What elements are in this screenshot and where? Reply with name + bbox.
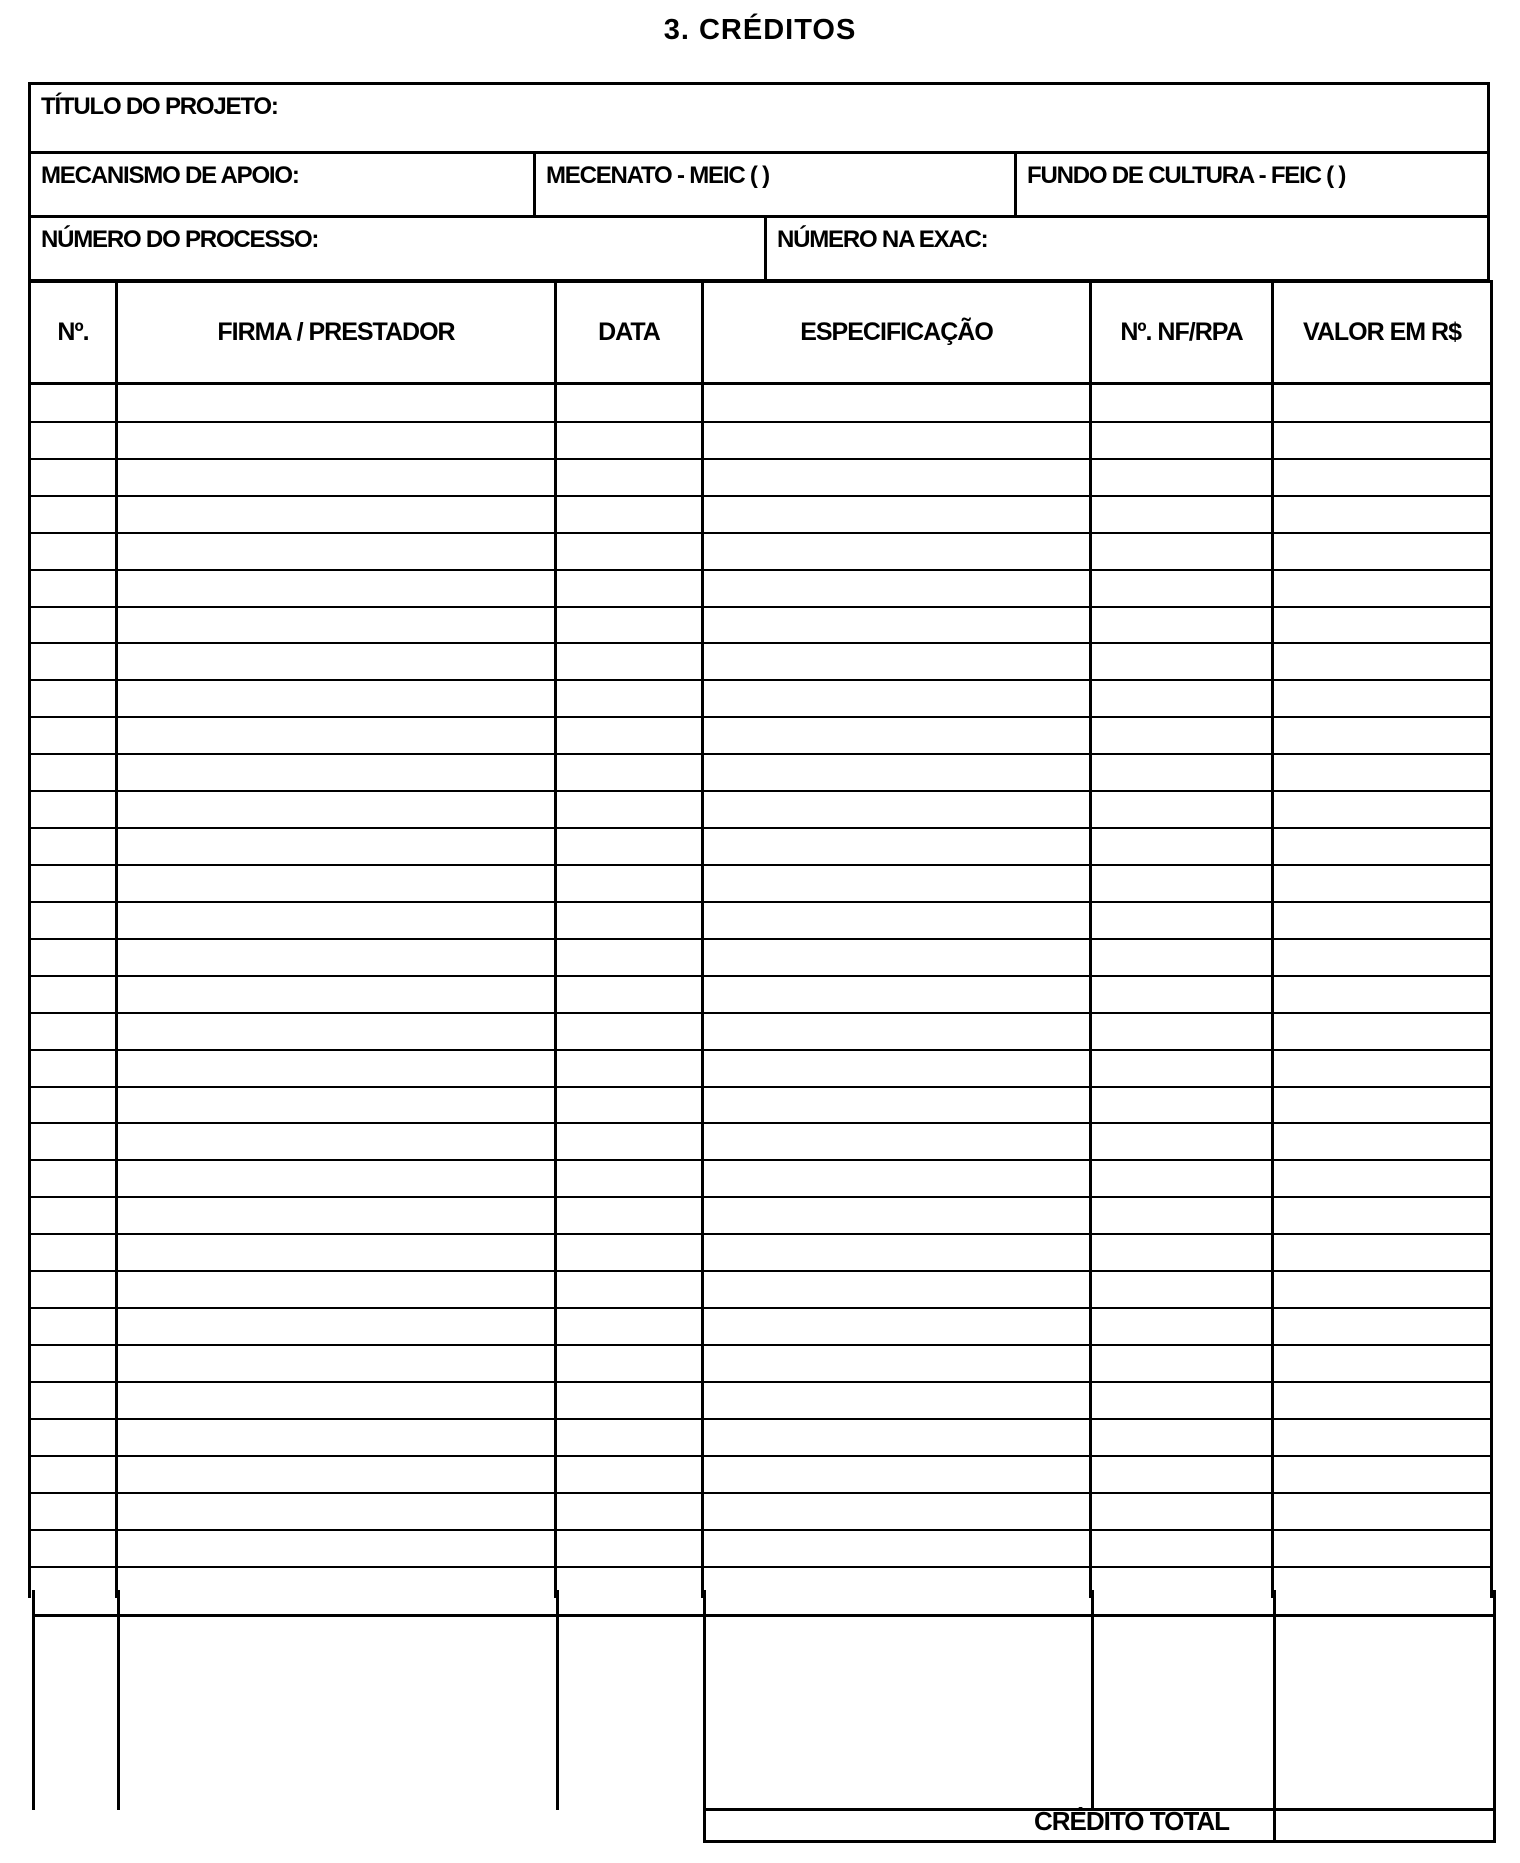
- col-header-value: VALOR EM R$: [1303, 318, 1461, 346]
- table-row[interactable]: [28, 1344, 1493, 1346]
- exac-number-label: NÚMERO NA EXAC:: [777, 226, 988, 253]
- table-body-upper: [28, 384, 1493, 1584]
- col-header-firm: FIRMA / PRESTADOR: [217, 318, 455, 346]
- col-header-date: DATA: [598, 318, 660, 346]
- project-title-field[interactable]: [28, 82, 1490, 154]
- table-row[interactable]: [28, 532, 1493, 534]
- table-row[interactable]: [28, 642, 1493, 644]
- table-row[interactable]: [28, 1492, 1493, 1494]
- total-credit-label: CRÉDITO TOTAL: [1034, 1806, 1229, 1836]
- table-row[interactable]: [28, 1381, 1493, 1383]
- table-row[interactable]: [28, 716, 1493, 718]
- table-row[interactable]: [28, 569, 1493, 571]
- support-mechanism-label: MECANISMO DE APOIO:: [41, 162, 299, 189]
- project-title-label: TÍTULO DO PROJETO:: [41, 93, 278, 120]
- total-row-bottom: [703, 1840, 1496, 1843]
- table-row[interactable]: [28, 679, 1493, 681]
- table-row[interactable]: [28, 458, 1493, 460]
- support-mechanism-field[interactable]: [28, 151, 536, 218]
- table-row[interactable]: [28, 753, 1493, 755]
- table-row[interactable]: [28, 1196, 1493, 1198]
- table-row[interactable]: [28, 790, 1493, 792]
- table-row[interactable]: [28, 864, 1493, 866]
- table-body-lower: [32, 1614, 1496, 1814]
- table-row[interactable]: [28, 495, 1493, 497]
- table-row[interactable]: [28, 938, 1493, 940]
- table-row[interactable]: [28, 975, 1493, 977]
- mecenato-option[interactable]: [533, 151, 1017, 218]
- table-row[interactable]: [28, 1566, 1493, 1568]
- table-row[interactable]: [28, 1455, 1493, 1457]
- table-row[interactable]: [28, 901, 1493, 903]
- fundo-cultura-label: FUNDO DE CULTURA - FEIC ( ): [1027, 162, 1346, 189]
- fundo-cultura-option[interactable]: [1014, 151, 1490, 218]
- table-row[interactable]: [28, 421, 1493, 423]
- total-credit-value[interactable]: [1276, 1811, 1490, 1840]
- col-header-number: Nº.: [57, 318, 89, 346]
- table-row[interactable]: [28, 1049, 1493, 1051]
- table-row[interactable]: [28, 1418, 1493, 1420]
- table-row[interactable]: [28, 1086, 1493, 1088]
- table-row[interactable]: [28, 1233, 1493, 1235]
- table-row[interactable]: [28, 1159, 1493, 1161]
- table-row[interactable]: [28, 1307, 1493, 1309]
- page-title: 3. CRÉDITOS: [663, 14, 857, 46]
- process-number-label: NÚMERO DO PROCESSO:: [41, 226, 319, 253]
- table-row[interactable]: [28, 1012, 1493, 1014]
- table-row[interactable]: [28, 606, 1493, 608]
- exac-number-field[interactable]: [764, 215, 1490, 282]
- table-row[interactable]: [28, 827, 1493, 829]
- table-row[interactable]: [28, 1122, 1493, 1124]
- table-row[interactable]: [28, 1529, 1493, 1531]
- mecenato-label: MECENATO - MEIC ( ): [546, 162, 769, 189]
- col-header-invoice: Nº. NF/RPA: [1120, 318, 1243, 346]
- process-number-field[interactable]: [28, 215, 767, 282]
- col-header-specification: ESPECIFICAÇÃO: [800, 318, 993, 346]
- table-row[interactable]: [28, 1270, 1493, 1272]
